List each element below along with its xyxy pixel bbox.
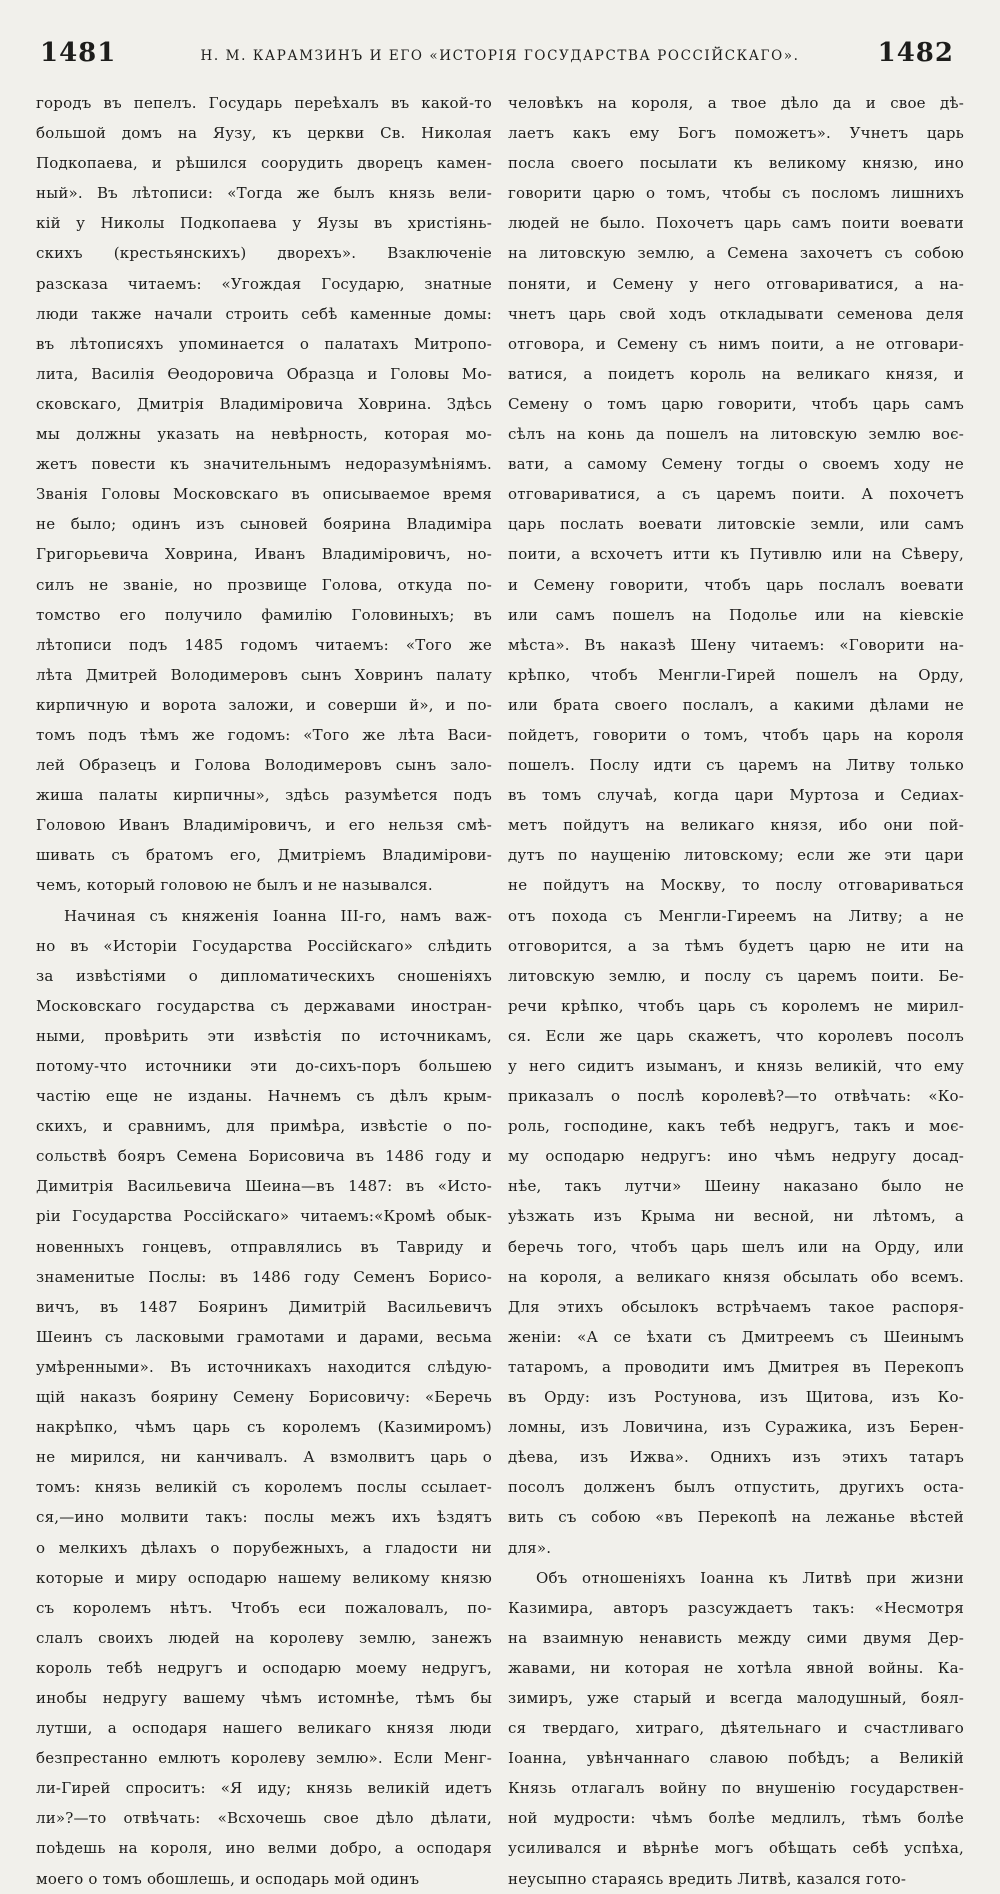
text-line: кирпичную и ворота заложи, и соверши й», и по-: [36, 695, 492, 714]
text-line: на взаимную ненависть между сими двумя Дер-: [508, 1628, 964, 1647]
text-line: Князь отлагалъ войну по внушенію государствен-: [508, 1779, 964, 1798]
text-line: у него сидитъ изыманъ, и князь великій, что ему: [508, 1057, 964, 1075]
text-line: Казимира, авторъ разсуждаетъ такъ: «Несмотря: [508, 1598, 964, 1617]
text-line: отговора, и Семену съ нимъ поити, а не отговари-: [508, 334, 964, 353]
text-line: мѣста». Въ наказѣ Шену читаемъ: «Говорити на-: [508, 635, 964, 654]
text-line: лита, Василія Ѳеодоровича Образца и Головы Мо-: [36, 364, 492, 383]
text-line: ватися, а поидетъ король на великаго князя, и: [508, 364, 964, 383]
text-line: отъ похода съ Менгли-Гиреемъ на Литву; а не: [508, 906, 964, 925]
text-line: Объ отношеніяхъ Іоанна къ Литвѣ при жизни: [536, 1568, 964, 1587]
text-line: лутши, а осподаря нашего великаго князя люди: [36, 1719, 492, 1738]
text-line: посолъ долженъ былъ отпустить, другихъ оста-: [508, 1478, 964, 1497]
text-line: мы должны указать на невѣрность, которая мо-: [36, 425, 492, 444]
text-line: лѣта Дмитрей Володимеровъ сынъ Ховринъ палату: [36, 665, 492, 684]
text-line: въ Орду: изъ Ростунова, изъ Щитова, изъ Ко-: [508, 1388, 964, 1407]
text-line: вичъ, въ 1487 Бояринъ Димитрій Васильевичъ: [36, 1297, 492, 1316]
text-line: которые и миру осподарю нашему великому князю: [36, 1568, 492, 1587]
text-line: не пойдутъ на Москву, то послу отговариваться: [508, 876, 964, 895]
text-line: сковскаго, Дмитрія Владиміровича Ховрина. Здѣсь: [36, 394, 492, 413]
text-line: роль, господине, какъ тебѣ недругъ, такъ и моє-: [508, 1117, 964, 1136]
text-line: или самъ пошелъ на Подолье или на кіевскіе: [508, 605, 964, 624]
text-line: безпрестанно емлютъ королеву землю». Если Менг-: [36, 1749, 492, 1768]
text-line: томство его получило фамилію Головиныхъ; въ: [36, 605, 492, 624]
text-line: ріи Государства Россійскаго» читаемъ:«Кромѣ обык-: [36, 1207, 492, 1226]
text-line: умѣренными». Въ источникахъ находится слѣдую-: [36, 1357, 492, 1376]
text-line: зимиръ, уже старый и всегда малодушный, боял-: [508, 1688, 964, 1707]
text-line: чнетъ царь свой ходъ откладывати семенова деля: [508, 304, 964, 323]
text-line: не было; одинъ изъ сыновей боярина Владиміра: [36, 515, 492, 534]
text-line: му осподарю недругъ: ино чѣмъ недругу досад-: [508, 1147, 964, 1166]
text-line: жиша палаты кирпичны», здѣсь разумѣется подъ: [36, 786, 492, 805]
text-line: кій у Николы Подкопаева у Яузы въ христіянь-: [36, 214, 492, 233]
text-line: лѣтописи подъ 1485 годомъ читаемъ: «Того же: [36, 635, 492, 654]
text-line: человѣкъ на короля, а твое дѣло да и свое дѣ-: [508, 94, 964, 112]
text-line: Начиная съ княженія Іоанна III-го, намъ важ-: [64, 906, 492, 925]
text-line: сѣлъ на конь да пошелъ на литовскую землю воє-: [508, 425, 964, 444]
text-line: ся. Если же царь скажетъ, что королевъ посолъ: [508, 1026, 964, 1045]
text-line: въ томъ случаѣ, когда цари Муртоза и Седиах-: [508, 786, 964, 805]
text-line: литовскую землю, и послу съ царемъ поити. Бе-: [508, 966, 964, 985]
text-line: Семену о томъ царю говорити, чтобъ царь самъ: [508, 394, 964, 413]
page-header: [18, 38, 982, 78]
text-line: речи крѣпко, чтобъ царь съ королемъ не мирил-: [508, 996, 964, 1015]
text-line: вить съ собою «въ Перекопѣ на лежанье вѣстей: [508, 1508, 964, 1527]
text-line: метъ пойдутъ на великаго князя, ибо они пой-: [508, 816, 964, 835]
text-line: для».: [508, 1538, 552, 1557]
text-line: на короля, а великаго князя обсылать обо всемъ.: [508, 1267, 964, 1286]
text-line: большой домъ на Яузу, къ церкви Св. Николая: [36, 124, 492, 143]
text-line: крѣпко, чтобъ Менгли-Гирей пошелъ на Орду,: [508, 665, 964, 684]
text-line: съ королемъ нѣтъ. Чтобъ еси пожаловалъ, по-: [36, 1598, 492, 1617]
text-line: людей не было. Похочетъ царь самъ поити воевати: [508, 214, 964, 233]
text-line: Іоанна, увѣнчаннаго славою побѣдъ; а Великій: [508, 1749, 964, 1768]
text-line: пошелъ. Послу идти съ царемъ на Литву только: [508, 756, 964, 775]
text-line: потому-что источники эти до-сихъ-поръ большею: [36, 1057, 492, 1075]
page-number-left: 1481: [40, 38, 117, 68]
text-line: лаетъ какъ ему Богъ поможетъ». Учнетъ царь: [508, 124, 964, 143]
text-line: не мирился, ни канчивалъ. А взмолвитъ царь о: [36, 1448, 492, 1467]
text-line: лей Образецъ и Голова Володимеровъ сынъ зало-: [36, 756, 492, 775]
text-line: приказалъ о послѣ королевѣ?—то отвѣчать: «Ко-: [508, 1087, 964, 1106]
text-line: отговариватися, а съ царемъ поити. А похочетъ: [508, 485, 964, 504]
text-line: сольствѣ бояръ Семена Борисовича въ 1486 году и: [36, 1147, 492, 1166]
text-line: ными, провѣрить эти извѣстія по источникамъ,: [36, 1026, 492, 1045]
text-line: посла своего посылати къ великому князю, ино: [508, 154, 964, 173]
text-line: неусыпно стараясь вредить Литвѣ, казался гото-: [508, 1869, 907, 1888]
text-line: ся,—ино молвити такъ: послы межъ ихъ ѣздятъ: [36, 1508, 492, 1527]
text-line: Московскаго государства съ державами иностран-: [36, 996, 492, 1015]
text-line: накрѣпко, чѣмъ царь съ королемъ (Казимиромъ): [36, 1418, 492, 1437]
left-column: [36, 88, 492, 1894]
text-line: дутъ по наущенію литовскому; если же эти цари: [508, 846, 964, 865]
text-line: ный». Въ лѣтописи: «Тогда же былъ князь вели-: [36, 184, 492, 203]
text-line: знаменитые Послы: въ 1486 году Семенъ Борисо-: [36, 1267, 492, 1286]
text-line: щій наказъ боярину Семену Борисовичу: «Беречь: [36, 1388, 492, 1407]
text-line: вати, а самому Семену тогды о своемъ ходу не: [508, 455, 964, 474]
text-line: слалъ своихъ людей на королеву землю, занежъ: [36, 1628, 492, 1647]
text-line: но въ «Исторіи Государства Россійскаго» слѣдить: [36, 936, 492, 955]
text-line: усиливался и вѣрнѣе могъ обѣщать себѣ успѣха,: [508, 1839, 964, 1858]
text-line: въ лѣтописяхъ упоминается о палатахъ Митропо-: [36, 334, 492, 353]
text-line: новенныхъ гонцевъ, отправлялись въ Тавриду и: [36, 1237, 492, 1256]
text-line: дѣева, изъ Ижва». Однихъ изъ этихъ татаръ: [508, 1448, 964, 1467]
page-number-right: 1482: [877, 38, 954, 68]
text-line: частію еще не изданы. Начнемъ съ дѣлъ крым-: [36, 1087, 492, 1106]
text-line: скихъ, и сравнимъ, для примѣра, извѣстіе о по-: [36, 1117, 492, 1136]
text-line: Шеинъ съ ласковыми грамотами и дарами, весьма: [36, 1327, 492, 1346]
text-line: король тебѣ недругъ и осподарю моему недругъ,: [36, 1658, 492, 1677]
text-line: разсказа читаемъ: «Угождая Государю, знатные: [36, 274, 492, 293]
text-line: уѣзжать изъ Крыма ни весной, ни лѣтомъ, а: [508, 1207, 964, 1226]
text-line: инобы недругу вашему чѣмъ истомнѣе, тѣмъ бы: [36, 1688, 492, 1707]
text-line: шивать съ братомъ его, Дмитріемъ Владимірови-: [36, 846, 492, 865]
text-line: Подкопаева, и рѣшился соорудить дворецъ камен-: [36, 154, 492, 173]
text-line: и Семену говорити, чтобъ царь послалъ воевати: [508, 575, 964, 594]
text-line: женіи: «А се ѣхати съ Дмитреемъ съ Шеинымъ: [508, 1327, 964, 1346]
text-line: жавами, ни которая не хотѣла явной войны. Ка-: [508, 1658, 964, 1677]
right-column: [508, 88, 964, 1894]
text-line: нѣе, такъ лутчи» Шеину наказано было не: [508, 1177, 964, 1196]
text-line: Званія Головы Московскаго въ описываемое время: [36, 485, 492, 504]
running-title: Н. М. КАРАМЗИНЪ И ЕГО «ИСТОРІЯ ГОСУДАРСТВА РОССІЙСКАГО».: [200, 48, 800, 64]
text-line: или брата своего послалъ, а какими дѣлами не: [508, 695, 964, 714]
text-line: томъ: князь великій съ королемъ послы ссылает-: [36, 1478, 492, 1497]
text-line: силъ не званіе, но прозвище Голова, откуда по-: [36, 575, 492, 594]
text-line: ной мудрости: чѣмъ болѣе медлилъ, тѣмъ болѣе: [508, 1809, 964, 1828]
text-line: чемъ, который головою не былъ и не назывался.: [36, 876, 433, 895]
text-line: городъ въ пепелъ. Государь переѣхалъ въ какой-то: [36, 94, 492, 112]
text-line: поити, а всхочетъ итти къ Путивлю или на Сѣверу,: [508, 545, 964, 564]
text-line: скихъ (крестьянскихъ) дворехъ». Взаключеніе: [36, 244, 492, 263]
text-line: ся твердаго, хитраго, дѣятельнаго и счастливаго: [508, 1719, 964, 1738]
text-line: Головою Иванъ Владиміровичъ, и его нельзя смѣ-: [36, 816, 492, 835]
text-line: беречь того, чтобъ царь шелъ или на Орду, или: [508, 1237, 964, 1256]
text-line: Григорьевича Ховрина, Иванъ Владиміровичъ, но-: [36, 545, 492, 564]
text-line: моего о томъ обошлешь, и осподарь мой одинъ: [36, 1869, 420, 1888]
text-line: ломны, изъ Ловичина, изъ Суражика, изъ Берен-: [508, 1418, 964, 1437]
text-line: поѣдешь на короля, ино велми добро, а осподаря: [36, 1839, 492, 1858]
text-line: Димитрія Васильевича Шеина—въ 1487: въ «Исто-: [36, 1177, 492, 1196]
text-line: царь послать воевати литовскіе земли, или самъ: [508, 515, 964, 534]
text-line: жетъ повести къ значительнымъ недоразумѣніямъ.: [36, 455, 492, 474]
text-line: Для этихъ обсылокъ встрѣчаемъ такое распоря-: [508, 1297, 964, 1316]
text-line: на литовскую землю, а Семена захочетъ съ собою: [508, 244, 964, 263]
text-line: поняти, и Семену у него отговариватися, а на-: [508, 274, 964, 293]
text-line: пойдетъ, говорити о томъ, чтобъ царь на короля: [508, 725, 964, 744]
text-line: отговорится, а за тѣмъ будетъ царю не ити на: [508, 936, 964, 955]
text-line: томъ подъ тѣмъ же годомъ: «Того же лѣта Васи-: [36, 725, 492, 744]
text-line: за извѣстіями о дипломатическихъ сношеніяхъ: [36, 966, 492, 985]
text-line: ли-Гирей спроситъ: «Я иду; князь великій идетъ: [36, 1779, 492, 1798]
text-line: говорити царю о томъ, чтобы съ посломъ лишнихъ: [508, 184, 964, 203]
text-line: ли»?—то отвѣчать: «Всхочешь свое дѣло дѣлати,: [36, 1809, 492, 1828]
text-line: татаромъ, а проводити имъ Дмитрея въ Перекопъ: [508, 1357, 964, 1376]
text-line: о мелкихъ дѣлахъ о порубежныхъ, а гладости ни: [36, 1538, 492, 1557]
text-line: люди также начали строить себѣ каменные домы:: [36, 304, 492, 323]
